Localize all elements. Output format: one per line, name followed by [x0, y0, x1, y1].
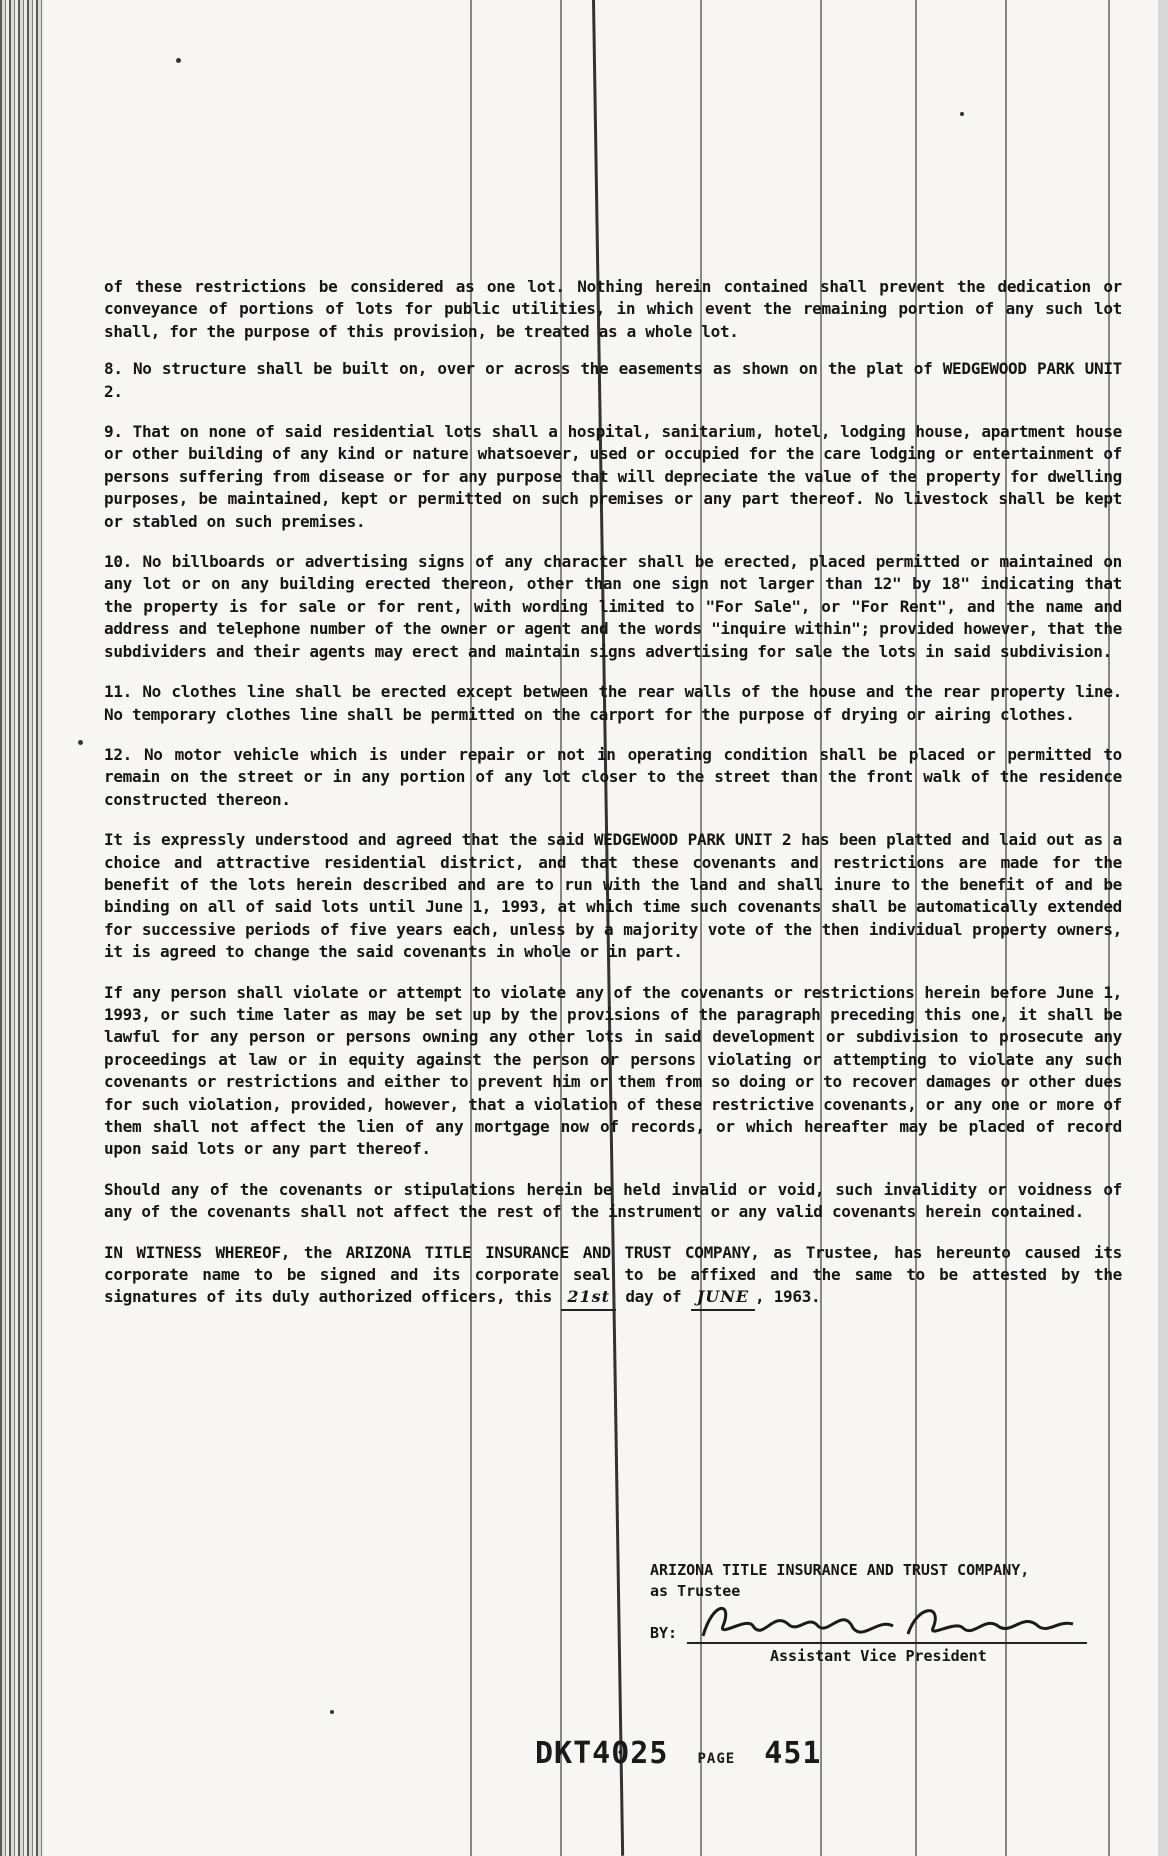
witness-day-suffix: day of: [625, 1287, 682, 1307]
paragraph-term: It is expressly understood and agreed that the said WEDGEWOOD PARK UNIT 2 has been platted and laid out as a choice and attractive residential district, and that these covenants and restrictions are made for the benefit of the lots herein described and are to run with the land and shall inure to the benefit of and be binding on all of said lots until June 1, 1993, at which time such covenants shall be automatically extended for successive periods of five years each, unless by a majority vote of the then individual property owners, it is agreed to change the said covenants in whole or in part.: [104, 830, 1122, 962]
trustee-capacity: as Trustee: [650, 1582, 741, 1600]
paragraph-10: 10. No billboards or advertising signs of any character shall be erected, placed permitted or maintained on any lot or on any building erected thereon, other than one sign not larger than 12" by 18" indicating that the property is for sale or for rent, with wording limited to "For Sale", or "For Rent", and the name and address and telephone number of the owner or agent and the words "inquire within"; provided however, that the subdividers and their agents may erect and maintain signs advertising for sale the lots in said subdivision.: [104, 552, 1122, 661]
paragraph-enforcement: If any person shall violate or attempt to violate any of the covenants or restrictions herein before June 1, 1993, or such time later as may be set up by the provisions of the paragraph preceding this one, it shall be lawful for any person or persons owning any other lots in said development or subdivision to prosecute any proceedings at law or in equity against the person or persons violating or attempting to violate any such covenants or restrictions and either to prevent him or them from so doing or to recover damages or other dues for such violation, provided, however, that a violation of these restrictive covenants, or any one or more of them shall not affect the lien of any mortgage now of records, or which hereafter may be placed of record upon said lots or any part thereof.: [104, 982, 1122, 1159]
scan-edge-right: [1158, 0, 1168, 1856]
signature-line: [687, 1608, 1087, 1644]
witness-text: IN WITNESS WHEREOF, the ARIZONA TITLE INSURANCE AND TRUST COMPANY, as Trustee, has hereunto caused its corporate name to be signed and its corporate seal to be affixed and the same to be attested by the signatures of its duly authorized officers, this: [104, 1242, 1122, 1307]
scan-speck: [330, 1710, 334, 1714]
paragraph-severability: Should any of the covenants or stipulations herein be held invalid or void, such invalidity or voidness of any of the covenants shall not affect the rest of the instrument or any valid covenants herein contained.: [104, 1179, 1122, 1222]
company-name: ARIZONA TITLE INSURANCE AND TRUST COMPANY,: [650, 1561, 1030, 1579]
witness-year: , 1963.: [755, 1287, 821, 1307]
paragraph-11: 11. No clothes line shall be erected except between the rear walls of the house and the rear property line. No temporary clothes line shall be permitted on the carport for the purpose of drying or airing clothes.: [104, 682, 1122, 724]
witness-month: JUNE: [691, 1286, 755, 1310]
paragraph-9: 9. That on none of said residential lots shall a hospital, sanitarium, hotel, lodging house, apartment house or other building of any kind or nature whatsoever, used or occupied for the care lodging or entertainment of persons suffering from disease or for any purpose that will depreciate the value of the property for dwelling purposes, be maintained, kept or permitted on such premises or any part thereof. No livestock shall be kept or stabled on such premises.: [104, 422, 1122, 531]
scan-speck: [78, 740, 83, 745]
page-number: 451: [764, 1736, 822, 1771]
restrictions-text: [104, 276, 1122, 1326]
docket-number: DKT4025: [535, 1736, 669, 1771]
paragraph-12: 12. No motor vehicle which is under repair or not in operating condition shall be placed or permitted to remain on the street or in any portion of any lot closer to the street than the front walk of the residence constructed thereon.: [104, 744, 1122, 809]
paragraph-witness: [104, 1242, 1122, 1311]
scan-edge-left: [0, 0, 44, 1856]
signature-row: [650, 1608, 1120, 1644]
paragraph-8: 8. No structure shall be built on, over or across the easements as shown on the plat of WEDGEWOOD PARK UNIT 2.: [104, 359, 1122, 401]
handwritten-signature: [693, 1596, 1083, 1646]
signature-block: [650, 1560, 1120, 1667]
scan-speck: [960, 112, 964, 116]
signer-title: Assistant Vice President: [770, 1647, 987, 1665]
scan-speck: [176, 58, 181, 63]
witness-day: 21st: [561, 1286, 616, 1310]
recording-stamp: [535, 1736, 831, 1771]
paragraph-continuation: of these restrictions be considered as one lot. Nothing herein contained shall prevent the dedication or conveyance of portions of lots for public utilities, in which event the remaining portion of any such lot shall, for the purpose of this provision, be treated as a whole lot.: [104, 277, 1122, 341]
page-label: PAGE: [697, 1751, 736, 1767]
by-label: BY:: [650, 1624, 678, 1642]
